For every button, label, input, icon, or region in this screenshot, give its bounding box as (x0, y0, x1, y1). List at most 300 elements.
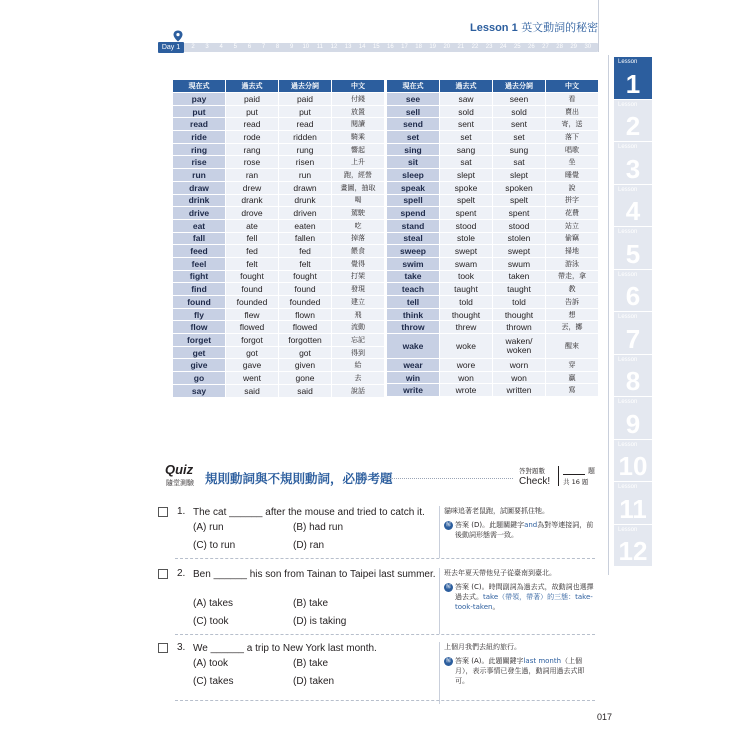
question-separator (175, 558, 595, 559)
verb-present: put (173, 105, 226, 118)
answer-option[interactable]: (D) taken (293, 676, 335, 687)
verb-present: write (387, 384, 440, 397)
tab-number: 1 (625, 68, 641, 99)
verb-participle: fallen (279, 232, 332, 245)
day-number: 4 (219, 44, 223, 50)
table-row (387, 105, 599, 118)
verb-present: run (173, 169, 226, 182)
verb-present: pay (173, 93, 226, 106)
verb-participle: flowed (279, 321, 332, 334)
tab-lesson-1[interactable] (614, 57, 652, 100)
check-label: Check! (519, 476, 551, 487)
verb-chinese: 建立 (332, 296, 385, 309)
verb-chinese: 偷竊 (546, 232, 599, 245)
verb-participle: ridden (279, 131, 332, 144)
verb-participle: spent (493, 207, 546, 220)
answer-keyword: take（帶領，帶著）的三態：take-took-taken (455, 593, 593, 611)
verb-present: win (387, 371, 440, 384)
verb-present: sit (387, 156, 440, 169)
verb-participle: won (493, 371, 546, 384)
verb-past: wore (440, 359, 493, 372)
verb-chinese: 流動 (332, 321, 385, 334)
verb-participle: swept (493, 245, 546, 258)
table-row (173, 372, 385, 385)
verb-participle: founded (279, 296, 332, 309)
table-row (173, 257, 385, 270)
verb-past: saw (440, 93, 493, 106)
verb-past: sat (440, 156, 493, 169)
total-questions: 共 16 題 (563, 478, 589, 486)
day-number: 6 (247, 44, 252, 50)
verb-chinese: 餵食 (332, 245, 385, 258)
quiz-title: 規則動詞與不規則動詞，必勝考題 (205, 471, 393, 486)
table-row (173, 296, 385, 309)
verb-chinese: 說 (546, 181, 599, 194)
day-number: 29 (570, 44, 578, 50)
tab-lesson-6[interactable] (614, 270, 652, 313)
col-header-past: 過去式 (440, 80, 493, 93)
verb-chinese: 帶走，拿 (546, 270, 599, 283)
verb-chinese: 畫圖，抽取 (332, 181, 385, 194)
verb-present: fight (173, 270, 226, 283)
verb-chinese: 寄，送 (546, 118, 599, 131)
tab-label: Lesson (618, 271, 638, 278)
verb-chinese: 穿 (546, 359, 599, 372)
day-number: 20 (443, 44, 451, 50)
day-number: 25 (513, 44, 521, 50)
verb-present: send (387, 118, 440, 131)
tab-label: Lesson (618, 229, 638, 235)
table-row (387, 308, 599, 321)
tab-number: 3 (625, 153, 641, 184)
score-unit: 題 (588, 467, 595, 475)
verb-past: put (226, 105, 279, 118)
answer-option[interactable]: (A) takes (193, 598, 234, 609)
answer-suffix: 為對等連接詞，前後動詞形態需一致。 (455, 521, 594, 539)
verb-chinese: 掃地 (546, 245, 599, 258)
day-number: 24 (499, 44, 507, 50)
verb-chinese: 教 (546, 283, 599, 296)
verb-present: forget (173, 334, 226, 347)
verb-chinese: 騎乘 (332, 131, 385, 144)
answer-option[interactable]: (A) took (193, 658, 229, 669)
verb-chinese: 說話 (332, 384, 385, 397)
table-row (173, 308, 385, 321)
verb-table-right (386, 79, 599, 397)
question-number: 3. (177, 642, 186, 653)
verb-chinese: 寫 (546, 384, 599, 397)
verb-past: forgot (226, 334, 279, 347)
verb-participle: paid (279, 93, 332, 106)
table-row (387, 257, 599, 270)
location-pin-icon (172, 30, 184, 42)
verb-chinese: 打架 (332, 270, 385, 283)
answer-checkbox[interactable] (158, 507, 168, 517)
verb-participle: slept (493, 169, 546, 182)
table-row (173, 194, 385, 207)
quiz-label: Quiz (165, 462, 194, 477)
answer-keyword: and (524, 521, 538, 529)
lesson-title (470, 19, 598, 35)
verb-present: set (387, 131, 440, 144)
explanation-divider (439, 642, 440, 704)
verb-present: get (173, 346, 226, 359)
explanation (444, 568, 596, 612)
table-row (173, 346, 385, 359)
verb-past: woke (440, 334, 493, 359)
verb-past: founded (226, 296, 279, 309)
day-number: 13 (344, 44, 352, 50)
verb-chinese: 付錢 (332, 93, 385, 106)
table-row (173, 131, 385, 144)
verb-participle: sung (493, 143, 546, 156)
table-row (173, 245, 385, 258)
verb-chinese: 吃 (332, 219, 385, 232)
verb-past: slept (440, 169, 493, 182)
verb-past: sent (440, 118, 493, 131)
answer-option[interactable]: (B) had run (293, 522, 344, 533)
verb-present: throw (387, 321, 440, 334)
verb-present: ride (173, 131, 226, 144)
tab-lesson-12[interactable] (614, 525, 652, 568)
verb-participle: driven (279, 207, 332, 220)
question-number: 2. (177, 568, 186, 579)
verb-participle: fought (279, 270, 332, 283)
table-row (387, 334, 599, 359)
verb-chinese: 拼字 (546, 194, 599, 207)
verb-present: steal (387, 232, 440, 245)
table-row (173, 207, 385, 220)
answer-option[interactable]: (D) is taking (293, 616, 347, 627)
tab-lesson-3[interactable] (614, 142, 652, 185)
table-row (387, 270, 599, 283)
verb-chinese: 上升 (332, 156, 385, 169)
verb-past: wrote (440, 384, 493, 397)
verb-past: sang (440, 143, 493, 156)
answer-explanation (444, 520, 596, 540)
verb-chinese: 給 (332, 359, 385, 372)
verb-past: swam (440, 257, 493, 270)
verb-past: paid (226, 93, 279, 106)
table-row (173, 359, 385, 372)
day-number: 30 (584, 44, 592, 50)
table-row (173, 232, 385, 245)
verb-past: got (226, 346, 279, 359)
table-row (173, 169, 385, 182)
verb-present: drink (173, 194, 226, 207)
table-row (173, 334, 385, 347)
tab-label: Lesson (618, 101, 638, 108)
verb-participle: sat (493, 156, 546, 169)
tab-lesson-2[interactable] (614, 100, 652, 143)
answer-option[interactable]: (C) takes (193, 676, 234, 687)
quiz-question (158, 568, 598, 640)
day-number: 11 (316, 44, 323, 50)
answer-option[interactable]: (C) to run (193, 540, 236, 551)
score-blank[interactable] (563, 474, 585, 475)
verb-participle: seen (493, 93, 546, 106)
question-separator (175, 700, 595, 701)
check-divider (558, 466, 559, 486)
explanation (444, 642, 596, 686)
verb-present: sweep (387, 245, 440, 258)
tab-lesson-10[interactable] (614, 440, 652, 483)
day-number: 23 (485, 44, 493, 50)
tab-label: Lesson (618, 144, 638, 150)
verb-past: drove (226, 207, 279, 220)
verb-present: spend (387, 207, 440, 220)
tab-number: 9 (625, 408, 641, 439)
table-row (387, 131, 599, 144)
table-row (387, 359, 599, 372)
table-row (173, 270, 385, 283)
answer-checkbox[interactable] (158, 643, 168, 653)
verb-present: feed (173, 245, 226, 258)
verb-present: fall (173, 232, 226, 245)
tab-lesson-4[interactable] (614, 185, 652, 228)
day-number: 12 (330, 44, 338, 50)
explanation (444, 506, 596, 540)
verb-past: told (440, 296, 493, 309)
day-number: 27 (542, 44, 549, 50)
tab-number: 6 (625, 281, 641, 311)
answer-suffix: 。 (492, 603, 500, 611)
col-header-participle: 過去分詞 (279, 80, 332, 93)
table-row (173, 321, 385, 334)
verb-past: felt (226, 257, 279, 270)
verb-participle: fed (279, 245, 332, 258)
verb-past: said (226, 384, 279, 397)
tab-label: Lesson (618, 441, 638, 448)
col-header-chinese: 中文 (546, 80, 599, 93)
verb-past: drew (226, 181, 279, 194)
tab-label: Lesson (618, 484, 638, 490)
question-stem: We ______ a trip to New York last month. (193, 643, 377, 654)
lesson-title-text: 英文動詞的秘密 (521, 21, 599, 34)
tab-number: 2 (625, 111, 641, 141)
verb-present: find (173, 283, 226, 296)
verb-chinese: 花費 (546, 207, 599, 220)
day-number: 21 (457, 44, 465, 50)
verb-present: rise (173, 156, 226, 169)
table-row (387, 169, 599, 182)
table-row (387, 143, 599, 156)
verb-past: rode (226, 131, 279, 144)
verb-past: set (440, 131, 493, 144)
verb-participle: spoken (493, 181, 546, 194)
question-number: 1. (177, 506, 186, 517)
verb-present: go (173, 372, 226, 385)
answer-option[interactable]: (B) take (293, 658, 329, 669)
table-row (387, 296, 599, 309)
day-number: 9 (290, 44, 294, 50)
tab-number: 4 (625, 196, 641, 226)
day-number: 16 (387, 44, 394, 50)
verb-past: ate (226, 219, 279, 232)
table-row (173, 283, 385, 296)
verb-chinese: 放置 (332, 105, 385, 118)
verb-chinese: 喝 (332, 194, 385, 207)
verb-chinese: 得到 (332, 346, 385, 359)
verb-chinese: 想 (546, 308, 599, 321)
tab-lesson-11[interactable] (614, 482, 652, 525)
answer-keyword: last month (523, 657, 562, 665)
answer-explanation (444, 656, 596, 686)
day-number: 5 (233, 44, 237, 50)
day-number: 15 (372, 44, 380, 50)
table-row (387, 321, 599, 334)
verb-present: stand (387, 219, 440, 232)
verb-participle: got (279, 346, 332, 359)
verb-present: tell (387, 296, 440, 309)
verb-present: see (387, 93, 440, 106)
verb-chinese: 忘記 (332, 334, 385, 347)
tab-label: Lesson (618, 356, 638, 363)
verb-past: stood (440, 219, 493, 232)
verb-past: taught (440, 283, 493, 296)
day-number: 26 (528, 44, 535, 50)
verb-participle: set (493, 131, 546, 144)
answer-badge-icon: 解 (445, 658, 451, 664)
quiz-label-zh: 隨堂測驗 (166, 479, 194, 487)
verb-present: speak (387, 181, 440, 194)
verb-past: fell (226, 232, 279, 245)
verb-chinese: 駕駛 (332, 207, 385, 220)
verb-past: fought (226, 270, 279, 283)
day-number: 14 (358, 44, 366, 50)
quiz-title-divider (385, 478, 513, 479)
answer-option[interactable]: (D) ran (293, 540, 325, 551)
tab-lesson-5[interactable] (614, 227, 652, 270)
day-number: 3 (205, 44, 209, 50)
day-number: 22 (471, 44, 479, 50)
verb-past: took (440, 270, 493, 283)
tab-lesson-9[interactable] (614, 397, 652, 440)
verb-present: sing (387, 143, 440, 156)
verb-past: spelt (440, 194, 493, 207)
verb-past: rose (226, 156, 279, 169)
tab-number: 12 (618, 536, 648, 566)
answer-explanation (444, 582, 596, 612)
answer-option[interactable]: (C) took (193, 616, 229, 627)
col-header-participle: 過去分詞 (493, 80, 546, 93)
question-stem: Ben ______ his son from Tainan to Taipei last summer. (193, 569, 436, 580)
col-header-present: 現在式 (387, 80, 440, 93)
tab-lesson-8[interactable] (614, 355, 652, 398)
verb-participle: waken/ woken (493, 334, 546, 359)
verb-participle: stood (493, 219, 546, 232)
verb-present: give (173, 359, 226, 372)
tab-number: 11 (619, 493, 647, 524)
tab-number: 8 (625, 366, 641, 396)
verb-past: spoke (440, 181, 493, 194)
verb-past: swept (440, 245, 493, 258)
verb-chinese: 發現 (332, 283, 385, 296)
verb-participle: written (493, 384, 546, 397)
verb-present: flow (173, 321, 226, 334)
verb-past: went (226, 372, 279, 385)
answer-checkbox[interactable] (158, 569, 168, 579)
verb-participle: spelt (493, 194, 546, 207)
day-number: 19 (429, 44, 437, 50)
verb-participle: eaten (279, 219, 332, 232)
verb-participle: given (279, 359, 332, 372)
verb-chinese: 唱歌 (546, 143, 599, 156)
day-number: 18 (415, 44, 422, 50)
table-row (387, 283, 599, 296)
verb-past: fed (226, 245, 279, 258)
verb-participle: worn (493, 359, 546, 372)
verb-present: teach (387, 283, 440, 296)
verb-participle: thrown (493, 321, 546, 334)
tab-label: Lesson (618, 526, 638, 533)
verb-chinese: 睡覺 (546, 169, 599, 182)
verb-chinese: 閱讀 (332, 118, 385, 131)
verb-chinese: 掉落 (332, 232, 385, 245)
col-header-chinese: 中文 (332, 80, 385, 93)
verb-present: sleep (387, 169, 440, 182)
verb-participle: gone (279, 372, 332, 385)
table-row (387, 219, 599, 232)
verb-past: flowed (226, 321, 279, 334)
table-row (173, 156, 385, 169)
verb-past: found (226, 283, 279, 296)
verb-chinese: 落下 (546, 131, 599, 144)
verb-table-left (172, 79, 385, 398)
verb-past: ran (226, 169, 279, 182)
table-header-row (387, 80, 599, 93)
answer-prefix: 答案 (A)。此題關鍵字 (455, 657, 524, 665)
verb-participle: drunk (279, 194, 332, 207)
translation: 班去年夏天帶他兒子從臺南到臺北。 (444, 569, 556, 577)
table-row (387, 156, 599, 169)
verb-present: feel (173, 257, 226, 270)
verb-participle: found (279, 283, 332, 296)
day-number: 10 (302, 44, 310, 50)
verb-participle: sent (493, 118, 546, 131)
side-divider (608, 55, 609, 575)
verb-present: found (173, 296, 226, 309)
answer-option[interactable]: (A) run (193, 522, 224, 533)
verb-participle: flown (279, 308, 332, 321)
check-label-zh: 答對題數 (519, 467, 545, 475)
page-number: 017 (597, 712, 613, 722)
table-row (387, 232, 599, 245)
table-row (387, 181, 599, 194)
verb-participle: rung (279, 143, 332, 156)
answer-badge-icon: 解 (445, 584, 451, 590)
tab-lesson-7[interactable] (614, 312, 652, 355)
verb-participle: taught (493, 283, 546, 296)
verb-past: stole (440, 232, 493, 245)
day-number: 7 (261, 44, 266, 50)
table-row (173, 384, 385, 397)
verb-participle: risen (279, 156, 332, 169)
verb-participle: told (493, 296, 546, 309)
verb-past: spent (440, 207, 493, 220)
translation: 上個月我們去紐約旅行。 (444, 643, 521, 651)
verb-present: ring (173, 143, 226, 156)
table-row (387, 371, 599, 384)
explanation-divider (439, 568, 440, 634)
answer-option[interactable]: (B) take (293, 598, 329, 609)
verb-past: won (440, 371, 493, 384)
table-row (387, 194, 599, 207)
question-stem: The cat ______ after the mouse and tried to catch it. (193, 507, 425, 518)
tab-number: 5 (625, 238, 641, 269)
verb-participle: taken (493, 270, 546, 283)
answer-badge-icon: 解 (445, 522, 451, 528)
